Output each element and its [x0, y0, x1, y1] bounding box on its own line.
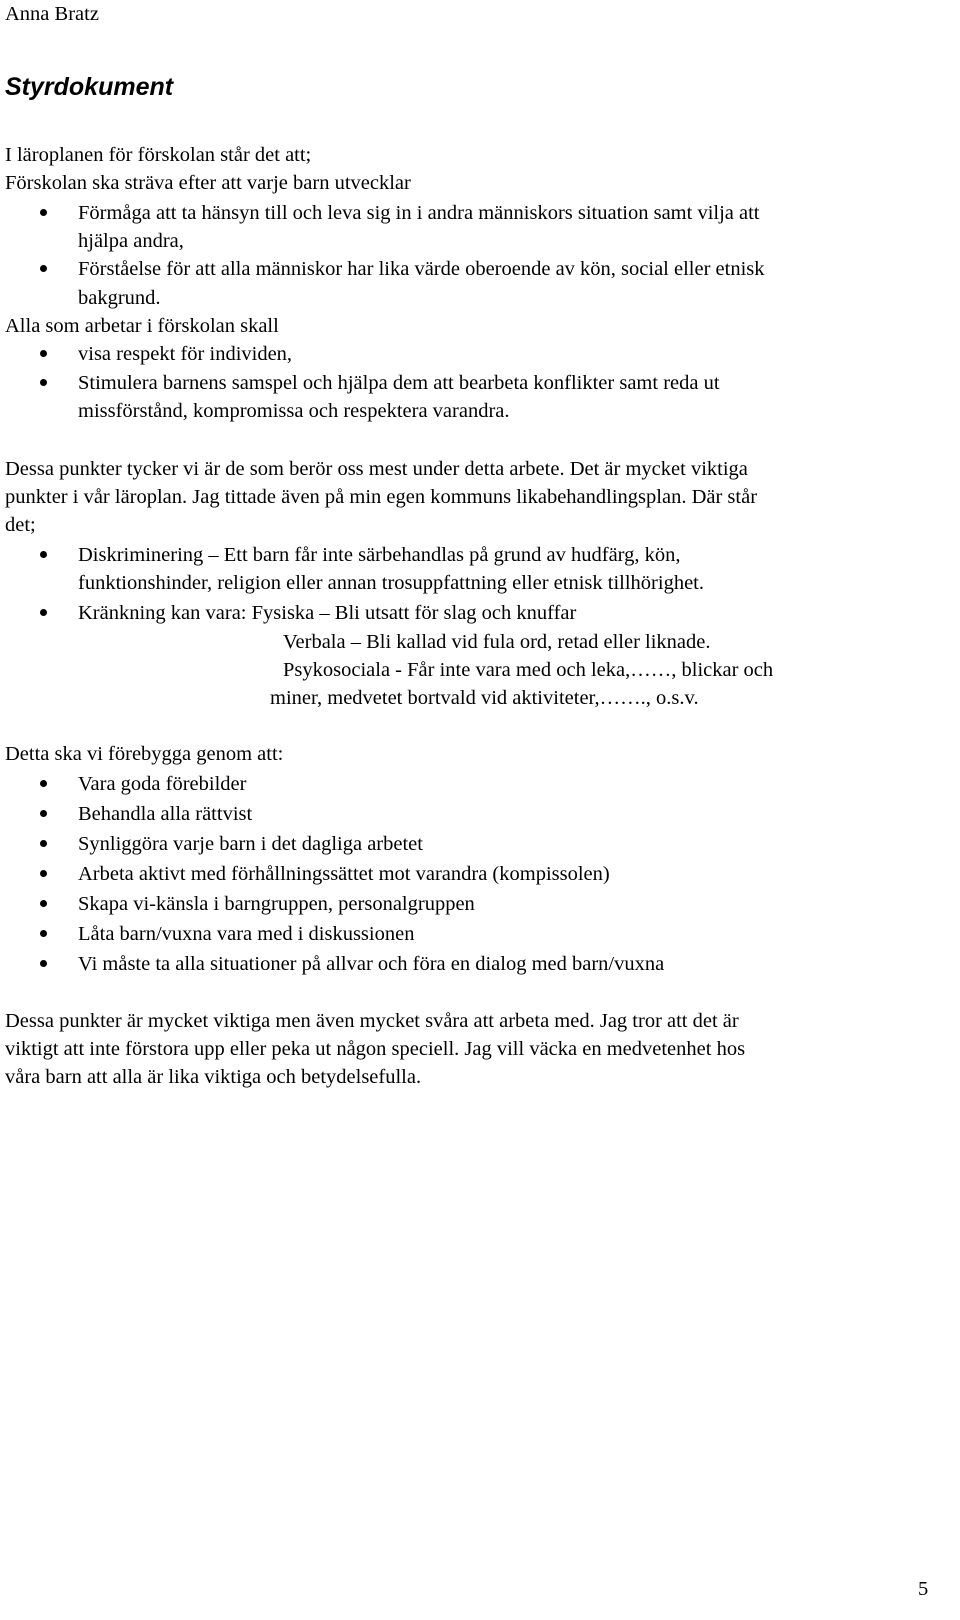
- list-item-text: visa respekt för individen,: [78, 343, 293, 365]
- list-item-text: Kränkning kan vara: Fysiska – Bli utsatt för slag och knuffar: [78, 602, 577, 624]
- paragraph-line: viktigt att inte förstora upp eller peka ut någon speciell. Jag vill väcka en medvetenhet hos: [5, 1038, 746, 1060]
- intro-line-1: I läroplanen för förskolan står det att;: [5, 144, 312, 166]
- bullet-icon: [40, 350, 47, 357]
- page-title: Styrdokument: [5, 73, 174, 101]
- page-number: 5: [918, 1578, 929, 1600]
- bullet-icon: [40, 870, 47, 877]
- list-item-text: miner, medvetet bortvald vid aktiviteter,……., o.s.v.: [270, 687, 699, 709]
- bullet-icon: [40, 930, 47, 937]
- list-item-text: Vi måste ta alla situationer på allvar och föra en dialog med barn/vuxna: [78, 953, 665, 975]
- list-item-text: Psykosociala - Får inte vara med och leka,……, blickar och: [283, 659, 774, 681]
- list-item-text: funktionshinder, religion eller annan trosuppfattning eller etnisk tillhörighet.: [78, 572, 704, 594]
- list-item-text: Förmåga att ta hänsyn till och leva sig in i andra människors situation samt vilja att: [78, 202, 760, 224]
- paragraph-line: det;: [5, 514, 36, 536]
- list-item-text: missförstånd, kompromissa och respektera varandra.: [78, 400, 510, 422]
- list-item-text: Vara goda förebilder: [78, 773, 247, 795]
- bullet-icon: [40, 810, 47, 817]
- bullet-icon: [40, 551, 47, 558]
- list-item-text: Verbala – Bli kallad vid fula ord, retad eller liknade.: [283, 631, 711, 653]
- list-item-text: Låta barn/vuxna vara med i diskussionen: [78, 923, 415, 945]
- bullet-icon: [40, 379, 47, 386]
- paragraph-line: Dessa punkter är mycket viktiga men även mycket svåra att arbeta med. Jag tror att det är: [5, 1010, 739, 1032]
- paragraph-line: punkter i vår läroplan. Jag tittade även på min egen kommuns likabehandlingsplan. Där står: [5, 486, 758, 508]
- list-item-text: Behandla alla rättvist: [78, 803, 253, 825]
- bullet-icon: [40, 840, 47, 847]
- list-item-text: Arbeta aktivt med förhållningssättet mot varandra (kompissolen): [78, 863, 610, 885]
- staff-heading: Alla som arbetar i förskolan skall: [5, 315, 279, 337]
- list-item-text: Skapa vi-känsla i barngruppen, personalgruppen: [78, 893, 475, 915]
- paragraph-line: Dessa punkter tycker vi är de som berör oss mest under detta arbete. Det är mycket viktiga: [5, 458, 748, 480]
- author-name: Anna Bratz: [5, 3, 99, 25]
- intro-line-2: Förskolan ska sträva efter att varje barn utvecklar: [5, 172, 411, 194]
- list-item-text: Synliggöra varje barn i det dagliga arbetet: [78, 833, 423, 855]
- prevent-heading: Detta ska vi förebygga genom att:: [5, 743, 284, 765]
- list-item-text: Förståelse för att alla människor har lika värde oberoende av kön, social eller etnisk: [78, 258, 765, 280]
- bullet-icon: [40, 209, 47, 216]
- list-item-text: hjälpa andra,: [78, 230, 184, 252]
- bullet-icon: [40, 609, 47, 616]
- paragraph-line: våra barn att alla är lika viktiga och betydelsefulla.: [5, 1066, 422, 1088]
- list-item-text: bakgrund.: [78, 287, 161, 309]
- bullet-icon: [40, 265, 47, 272]
- bullet-icon: [40, 900, 47, 907]
- bullet-icon: [40, 960, 47, 967]
- list-item-text: Stimulera barnens samspel och hjälpa dem att bearbeta konflikter samt reda ut: [78, 372, 720, 394]
- bullet-icon: [40, 780, 47, 787]
- list-item-text: Diskriminering – Ett barn får inte särbehandlas på grund av hudfärg, kön,: [78, 544, 681, 566]
